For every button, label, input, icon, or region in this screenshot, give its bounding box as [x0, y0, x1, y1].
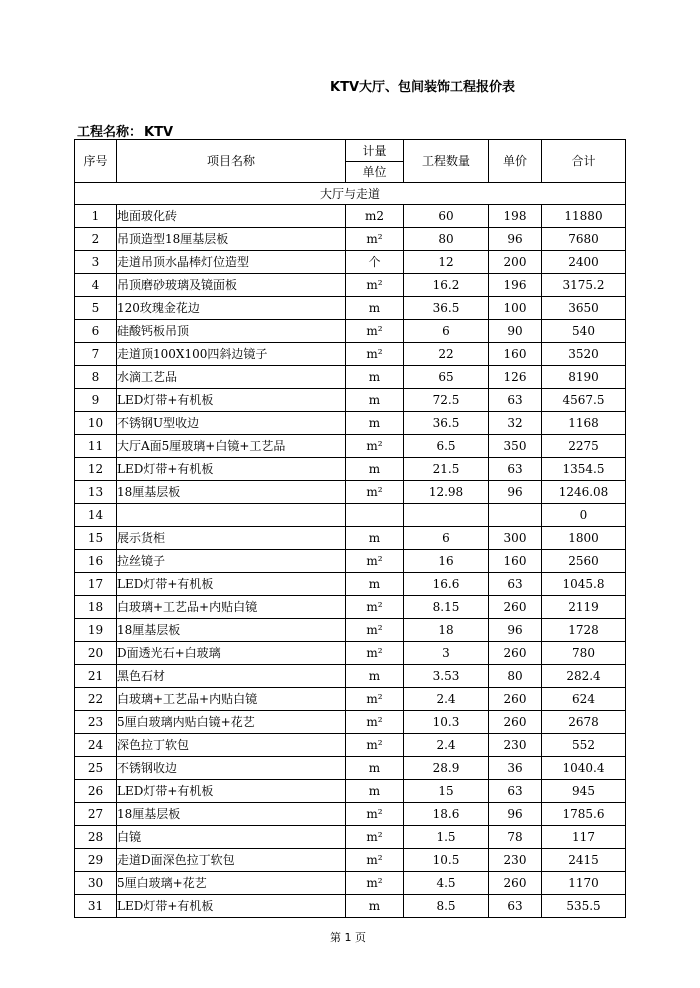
cell-name: 展示货柜	[117, 527, 346, 550]
cell-total: 2275	[542, 435, 626, 458]
project-name-value: KTV	[144, 125, 174, 140]
header-qty: 工程数量	[404, 140, 489, 183]
cell-total: 540	[542, 320, 626, 343]
cell-unit: m²	[346, 228, 404, 251]
header-name: 项目名称	[117, 140, 346, 183]
cell-qty: 18	[404, 619, 489, 642]
cell-total: 1170	[542, 872, 626, 895]
cell-total: 11880	[542, 205, 626, 228]
table-row	[75, 504, 626, 527]
cell-no: 26	[75, 780, 117, 803]
cell-qty: 72.5	[404, 389, 489, 412]
cell-qty: 28.9	[404, 757, 489, 780]
table-row	[75, 757, 626, 780]
cell-no: 2	[75, 228, 117, 251]
cell-price: 63	[489, 389, 542, 412]
cell-no: 19	[75, 619, 117, 642]
cell-name: LED灯带+有机板	[117, 780, 346, 803]
cell-unit: m	[346, 366, 404, 389]
cell-price: 78	[489, 826, 542, 849]
cell-price: 126	[489, 366, 542, 389]
cell-total: 1040.4	[542, 757, 626, 780]
cell-no: 11	[75, 435, 117, 458]
table-row	[75, 389, 626, 412]
cell-name: 不锈钢收边	[117, 757, 346, 780]
table-row	[75, 826, 626, 849]
cell-qty: 16	[404, 550, 489, 573]
cell-no: 16	[75, 550, 117, 573]
cell-price: 260	[489, 872, 542, 895]
cell-name: 大厅A面5厘玻璃+白镜+工艺品	[117, 435, 346, 458]
table-row	[75, 688, 626, 711]
cell-total: 7680	[542, 228, 626, 251]
cell-unit: m	[346, 412, 404, 435]
cell-qty: 8.5	[404, 895, 489, 918]
table-row	[75, 343, 626, 366]
header-total: 合计	[542, 140, 626, 183]
table-row	[75, 711, 626, 734]
cell-qty: 8.15	[404, 596, 489, 619]
table-row	[75, 320, 626, 343]
cell-qty: 80	[404, 228, 489, 251]
cell-no: 24	[75, 734, 117, 757]
cell-unit: m²	[346, 688, 404, 711]
cell-total: 1785.6	[542, 803, 626, 826]
cell-name: 水滴工艺品	[117, 366, 346, 389]
cell-name: 白玻璃+工艺品+内贴白镜	[117, 688, 346, 711]
cell-price: 96	[489, 619, 542, 642]
cell-name: 拉丝镜子	[117, 550, 346, 573]
cell-name: 黑色石材	[117, 665, 346, 688]
cell-price: 63	[489, 780, 542, 803]
header-unit-bottom: 单位	[346, 162, 404, 183]
cell-unit: m²	[346, 734, 404, 757]
page-number: 第 1 页	[330, 931, 366, 944]
cell-no: 30	[75, 872, 117, 895]
table-row	[75, 274, 626, 297]
cell-price: 160	[489, 550, 542, 573]
cell-qty: 36.5	[404, 412, 489, 435]
cell-price: 200	[489, 251, 542, 274]
table-row	[75, 803, 626, 826]
cell-no: 15	[75, 527, 117, 550]
cell-price: 36	[489, 757, 542, 780]
table-row	[75, 205, 626, 228]
cell-no: 29	[75, 849, 117, 872]
cell-unit: m	[346, 780, 404, 803]
table-row	[75, 849, 626, 872]
cell-qty: 4.5	[404, 872, 489, 895]
cell-price: 63	[489, 573, 542, 596]
cell-no: 27	[75, 803, 117, 826]
cell-qty: 6	[404, 320, 489, 343]
cell-name: 5厘白玻璃+花艺	[117, 872, 346, 895]
table-body	[75, 205, 626, 918]
cell-total: 117	[542, 826, 626, 849]
table-row	[75, 228, 626, 251]
cell-total: 1354.5	[542, 458, 626, 481]
cell-name: LED灯带+有机板	[117, 458, 346, 481]
table-row	[75, 435, 626, 458]
cell-name: 深色拉丁软包	[117, 734, 346, 757]
cell-no: 13	[75, 481, 117, 504]
cell-qty: 6	[404, 527, 489, 550]
table-row	[75, 872, 626, 895]
cell-unit: m	[346, 757, 404, 780]
cell-price: 230	[489, 849, 542, 872]
cell-total: 780	[542, 642, 626, 665]
cell-total: 282.4	[542, 665, 626, 688]
cell-no: 21	[75, 665, 117, 688]
cell-qty: 12.98	[404, 481, 489, 504]
cell-name: 5厘白玻璃内贴白镜+花艺	[117, 711, 346, 734]
cell-price: 96	[489, 803, 542, 826]
cell-qty: 3	[404, 642, 489, 665]
table-row	[75, 527, 626, 550]
cell-qty: 2.4	[404, 734, 489, 757]
cell-qty: 1.5	[404, 826, 489, 849]
cell-price: 32	[489, 412, 542, 435]
header-no: 序号	[75, 140, 117, 183]
cell-total: 1800	[542, 527, 626, 550]
cell-no: 18	[75, 596, 117, 619]
table-row	[75, 573, 626, 596]
cell-qty: 2.4	[404, 688, 489, 711]
cell-no: 8	[75, 366, 117, 389]
cell-unit: 个	[346, 251, 404, 274]
cell-qty: 22	[404, 343, 489, 366]
cell-qty: 6.5	[404, 435, 489, 458]
cell-unit: m	[346, 573, 404, 596]
table-header	[75, 140, 626, 183]
cell-price: 230	[489, 734, 542, 757]
cell-name: 18厘基层板	[117, 803, 346, 826]
cell-no: 12	[75, 458, 117, 481]
cell-name: 120玫瑰金花边	[117, 297, 346, 320]
cell-total: 0	[542, 504, 626, 527]
cell-total: 4567.5	[542, 389, 626, 412]
cell-qty	[404, 504, 489, 527]
cell-no: 17	[75, 573, 117, 596]
cell-unit: m²	[346, 826, 404, 849]
table-row	[75, 297, 626, 320]
cell-name: 白玻璃+工艺品+内贴白镜	[117, 596, 346, 619]
project-name	[77, 121, 175, 140]
cell-total: 624	[542, 688, 626, 711]
cell-name: 硅酸钙板吊顶	[117, 320, 346, 343]
cell-name: 走道吊顶水晶棒灯位造型	[117, 251, 346, 274]
table-row	[75, 619, 626, 642]
table-row	[75, 780, 626, 803]
cell-no: 10	[75, 412, 117, 435]
cell-unit: m2	[346, 205, 404, 228]
cell-unit: m²	[346, 320, 404, 343]
cell-total: 2415	[542, 849, 626, 872]
cell-unit: m²	[346, 872, 404, 895]
cell-name: 地面玻化砖	[117, 205, 346, 228]
cell-no: 14	[75, 504, 117, 527]
cell-unit: m²	[346, 550, 404, 573]
quote-table	[74, 139, 626, 918]
cell-total: 1728	[542, 619, 626, 642]
cell-qty: 18.6	[404, 803, 489, 826]
table-row	[75, 366, 626, 389]
cell-name: 走道D面深色拉丁软包	[117, 849, 346, 872]
table-row	[75, 665, 626, 688]
table-row	[75, 895, 626, 918]
cell-name: 吊顶造型18厘基层板	[117, 228, 346, 251]
cell-unit: m²	[346, 435, 404, 458]
cell-no: 7	[75, 343, 117, 366]
cell-price: 300	[489, 527, 542, 550]
cell-no: 20	[75, 642, 117, 665]
cell-no: 9	[75, 389, 117, 412]
cell-name: 18厘基层板	[117, 481, 346, 504]
cell-name: LED灯带+有机板	[117, 389, 346, 412]
cell-price: 260	[489, 642, 542, 665]
cell-name: LED灯带+有机板	[117, 895, 346, 918]
cell-unit: m²	[346, 274, 404, 297]
cell-total: 552	[542, 734, 626, 757]
cell-unit: m²	[346, 343, 404, 366]
cell-total: 945	[542, 780, 626, 803]
cell-total: 535.5	[542, 895, 626, 918]
cell-total: 2400	[542, 251, 626, 274]
cell-unit: m²	[346, 711, 404, 734]
header-unit-top: 计量	[346, 140, 404, 162]
cell-no: 3	[75, 251, 117, 274]
cell-no: 31	[75, 895, 117, 918]
cell-unit: m²	[346, 803, 404, 826]
cell-price: 80	[489, 665, 542, 688]
cell-name: 不锈钢U型收边	[117, 412, 346, 435]
table-row	[75, 412, 626, 435]
cell-unit	[346, 504, 404, 527]
cell-qty: 36.5	[404, 297, 489, 320]
cell-total: 8190	[542, 366, 626, 389]
cell-qty: 16.2	[404, 274, 489, 297]
cell-unit: m	[346, 297, 404, 320]
cell-qty: 10.3	[404, 711, 489, 734]
cell-price	[489, 504, 542, 527]
cell-qty: 60	[404, 205, 489, 228]
cell-name	[117, 504, 346, 527]
section-title: 大厅与走道	[75, 183, 626, 205]
cell-unit: m²	[346, 849, 404, 872]
cell-price: 63	[489, 895, 542, 918]
cell-qty: 12	[404, 251, 489, 274]
cell-price: 350	[489, 435, 542, 458]
header-price: 单价	[489, 140, 542, 183]
cell-unit: m²	[346, 642, 404, 665]
cell-price: 90	[489, 320, 542, 343]
cell-no: 25	[75, 757, 117, 780]
cell-total: 2119	[542, 596, 626, 619]
cell-total: 3175.2	[542, 274, 626, 297]
table-row	[75, 550, 626, 573]
cell-unit: m	[346, 895, 404, 918]
cell-price: 260	[489, 711, 542, 734]
cell-no: 4	[75, 274, 117, 297]
cell-no: 23	[75, 711, 117, 734]
table-row	[75, 642, 626, 665]
table-row	[75, 251, 626, 274]
table-row	[75, 596, 626, 619]
cell-unit: m	[346, 527, 404, 550]
cell-no: 5	[75, 297, 117, 320]
cell-qty: 15	[404, 780, 489, 803]
cell-price: 260	[489, 596, 542, 619]
project-name-label: 工程名称：	[77, 125, 143, 140]
cell-price: 198	[489, 205, 542, 228]
cell-unit: m	[346, 389, 404, 412]
cell-no: 22	[75, 688, 117, 711]
cell-unit: m²	[346, 596, 404, 619]
cell-qty: 3.53	[404, 665, 489, 688]
cell-total: 3520	[542, 343, 626, 366]
cell-price: 63	[489, 458, 542, 481]
cell-qty: 21.5	[404, 458, 489, 481]
cell-name: 走道顶100X100四斜边镜子	[117, 343, 346, 366]
cell-price: 96	[489, 481, 542, 504]
cell-no: 6	[75, 320, 117, 343]
cell-name: 18厘基层板	[117, 619, 346, 642]
table-row	[75, 458, 626, 481]
cell-total: 2678	[542, 711, 626, 734]
page-title: KTV大厅、包间装饰工程报价表	[330, 80, 516, 95]
table-row	[75, 481, 626, 504]
cell-name: 吊顶磨砂玻璃及镜面板	[117, 274, 346, 297]
cell-unit: m	[346, 665, 404, 688]
cell-name: D面透光石+白玻璃	[117, 642, 346, 665]
cell-total: 3650	[542, 297, 626, 320]
cell-no: 28	[75, 826, 117, 849]
cell-unit: m²	[346, 481, 404, 504]
cell-total: 2560	[542, 550, 626, 573]
cell-total: 1246.08	[542, 481, 626, 504]
cell-name: LED灯带+有机板	[117, 573, 346, 596]
cell-unit: m²	[346, 619, 404, 642]
cell-total: 1168	[542, 412, 626, 435]
cell-price: 196	[489, 274, 542, 297]
cell-unit: m	[346, 458, 404, 481]
cell-name: 白镜	[117, 826, 346, 849]
cell-price: 260	[489, 688, 542, 711]
cell-total: 1045.8	[542, 573, 626, 596]
cell-qty: 16.6	[404, 573, 489, 596]
cell-price: 160	[489, 343, 542, 366]
table-row	[75, 734, 626, 757]
cell-qty: 65	[404, 366, 489, 389]
cell-no: 1	[75, 205, 117, 228]
cell-price: 96	[489, 228, 542, 251]
cell-price: 100	[489, 297, 542, 320]
cell-qty: 10.5	[404, 849, 489, 872]
